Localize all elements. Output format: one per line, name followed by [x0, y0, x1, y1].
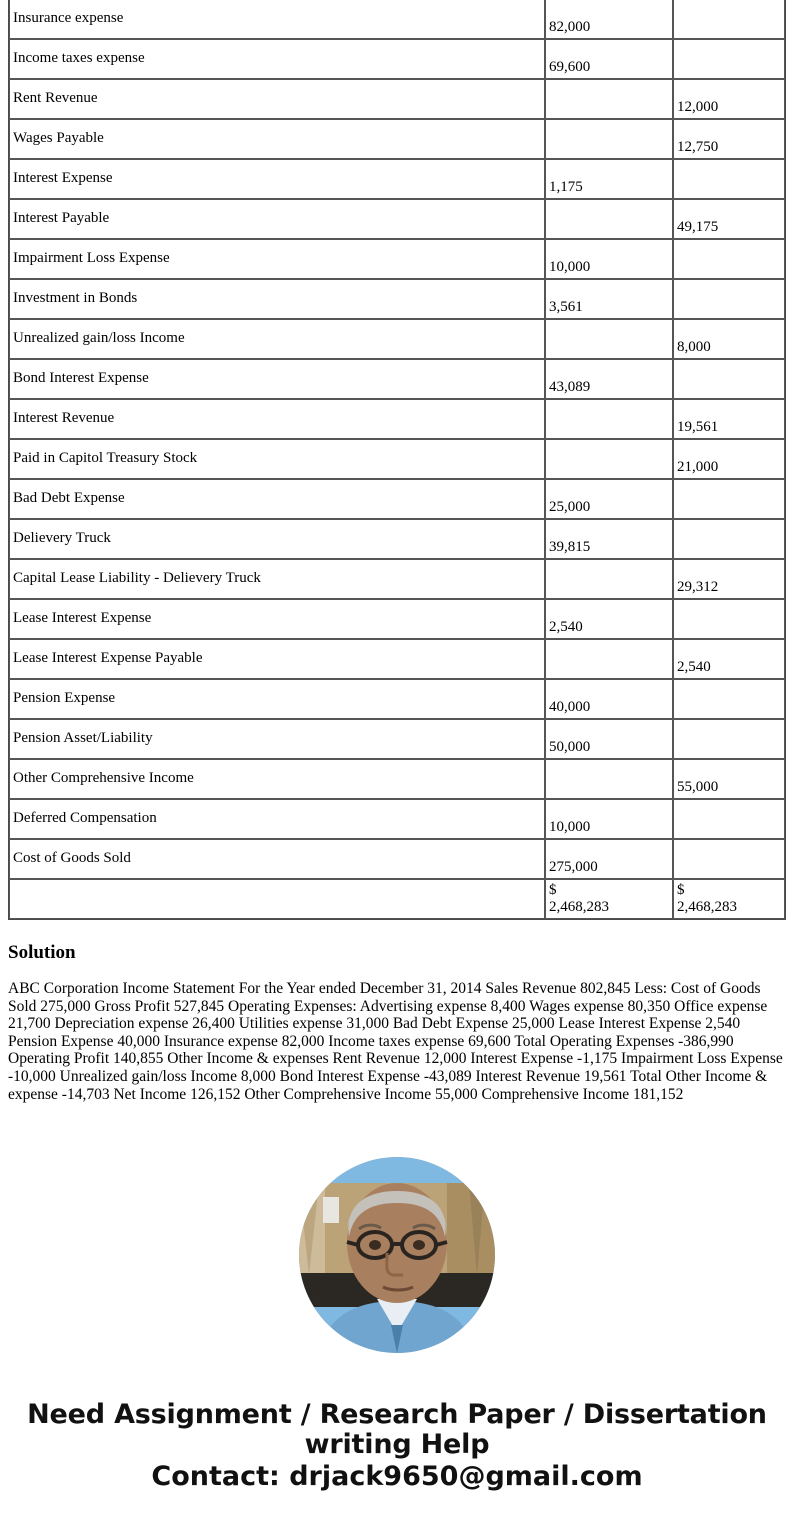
account-label-cell: Cost of Goods Sold — [9, 839, 545, 879]
table-row — [9, 119, 785, 159]
credit-cell — [673, 599, 785, 639]
table-row — [9, 359, 785, 399]
account-label-cell: Interest Expense — [9, 159, 545, 199]
account-label-cell: Delievery Truck — [9, 519, 545, 559]
account-label-cell: Insurance expense — [9, 0, 545, 39]
credit-cell: 49,175 — [673, 199, 785, 239]
credit-cell: 55,000 — [673, 759, 785, 799]
credit-cell — [673, 159, 785, 199]
table-row — [9, 839, 785, 879]
avatar-container — [0, 1157, 794, 1358]
debit-cell — [545, 199, 673, 239]
debit-cell — [545, 559, 673, 599]
account-label-cell: Income taxes expense — [9, 39, 545, 79]
account-label-cell: Interest Payable — [9, 199, 545, 239]
debit-cell: 1,175 — [545, 159, 673, 199]
table-row — [9, 0, 785, 39]
table-row — [9, 319, 785, 359]
credit-cell — [673, 239, 785, 279]
account-label-cell: Deferred Compensation — [9, 799, 545, 839]
account-label-cell: Lease Interest Expense Payable — [9, 639, 545, 679]
credit-cell: 21,000 — [673, 439, 785, 479]
avatar-photo-icon — [299, 1157, 495, 1353]
debit-cell: 275,000 — [545, 839, 673, 879]
credit-cell — [673, 479, 785, 519]
account-label-cell: Impairment Loss Expense — [9, 239, 545, 279]
debit-cell — [545, 399, 673, 439]
total-amount: 2,468,283 — [549, 899, 609, 915]
account-label-cell: Pension Expense — [9, 679, 545, 719]
debit-cell: 10,000 — [545, 799, 673, 839]
table-row — [9, 559, 785, 599]
credit-cell: 19,561 — [673, 399, 785, 439]
debit-cell: 43,089 — [545, 359, 673, 399]
table-row — [9, 199, 785, 239]
table-row — [9, 679, 785, 719]
table-row — [9, 79, 785, 119]
promo-block — [0, 1400, 794, 1492]
table-total-row — [9, 879, 785, 919]
total-amount: 2,468,283 — [677, 899, 737, 915]
total-debit-cell — [545, 879, 673, 919]
trial-balance-table — [8, 0, 786, 920]
credit-cell — [673, 519, 785, 559]
debit-cell: 10,000 — [545, 239, 673, 279]
table-row — [9, 719, 785, 759]
credit-cell: 12,750 — [673, 119, 785, 159]
debit-cell: 2,540 — [545, 599, 673, 639]
credit-cell — [673, 359, 785, 399]
credit-cell — [673, 799, 785, 839]
debit-cell: 82,000 — [545, 0, 673, 39]
table-row — [9, 279, 785, 319]
debit-cell — [545, 759, 673, 799]
credit-cell — [673, 719, 785, 759]
account-label-cell: Capital Lease Liability - Delievery Truck — [9, 559, 545, 599]
account-label-cell: Other Comprehensive Income — [9, 759, 545, 799]
debit-cell — [545, 439, 673, 479]
account-label-cell: Pension Asset/Liability — [9, 719, 545, 759]
debit-cell: 40,000 — [545, 679, 673, 719]
debit-cell — [545, 119, 673, 159]
currency-symbol: $ — [549, 881, 557, 898]
credit-cell — [673, 39, 785, 79]
account-label-cell: Interest Revenue — [9, 399, 545, 439]
trial-balance-body — [9, 0, 785, 919]
credit-cell: 8,000 — [673, 319, 785, 359]
credit-cell: 29,312 — [673, 559, 785, 599]
avatar — [299, 1157, 495, 1353]
table-row — [9, 799, 785, 839]
total-credit-cell — [673, 879, 785, 919]
debit-cell — [545, 639, 673, 679]
debit-cell — [545, 79, 673, 119]
credit-cell — [673, 679, 785, 719]
debit-cell: 69,600 — [545, 39, 673, 79]
table-row — [9, 639, 785, 679]
credit-cell: 2,540 — [673, 639, 785, 679]
table-row — [9, 399, 785, 439]
solution-heading: Solution — [8, 942, 76, 963]
debit-cell: 50,000 — [545, 719, 673, 759]
solution-body-text: ABC Corporation Income Statement For the Year ended December 31, 2014 Sales Revenue 802,845 Less: Cost of Goods Sold 275,000 Gross Profit 527,845 Operating Expenses: Advertising expense 8,400 Wages expense 80,350 Office expense 21,700 Depreciation expense 26,400 Utilities expense 31,000 Bad Debt Expense 25,000 Lease Interest Expense 2,540 Pension Expense 40,000 Insurance expense 82,000 Income taxes expense 69,600 Total Operating Expenses -386,990 Operating Profit 140,855 Other Income & expenses Rent Revenue 12,000 Interest Expense -1,175 Impairment Loss Expense -10,000 Unrealized gain/loss Income 8,000 Bond Interest Expense -43,089 Interest Revenue 19,561 Total Other Income & expense -14,703 Net Income 126,152 Other Comprehensive Income 55,000 Comprehensive Income 181,152 — [8, 980, 783, 1103]
table-row — [9, 39, 785, 79]
account-label-cell: Lease Interest Expense — [9, 599, 545, 639]
debit-cell: 3,561 — [545, 279, 673, 319]
account-label-cell: Investment in Bonds — [9, 279, 545, 319]
total-label-cell — [9, 879, 545, 919]
table-row — [9, 479, 785, 519]
debit-cell: 25,000 — [545, 479, 673, 519]
credit-cell — [673, 0, 785, 39]
debit-cell: 39,815 — [545, 519, 673, 559]
account-label-cell: Wages Payable — [9, 119, 545, 159]
table-row — [9, 759, 785, 799]
table-row — [9, 519, 785, 559]
credit-cell: 12,000 — [673, 79, 785, 119]
table-row — [9, 599, 785, 639]
account-label-cell: Rent Revenue — [9, 79, 545, 119]
account-label-cell: Bad Debt Expense — [9, 479, 545, 519]
account-label-cell: Bond Interest Expense — [9, 359, 545, 399]
account-label-cell: Unrealized gain/loss Income — [9, 319, 545, 359]
debit-cell — [545, 319, 673, 359]
currency-symbol: $ — [677, 881, 685, 898]
credit-cell — [673, 279, 785, 319]
credit-cell — [673, 839, 785, 879]
table-row — [9, 239, 785, 279]
promo-headline: Need Assignment / Research Paper / Dissertation writing Help — [27, 1399, 767, 1461]
promo-contact: Contact: drjack9650@gmail.com — [151, 1461, 643, 1493]
table-row — [9, 439, 785, 479]
account-label-cell: Paid in Capitol Treasury Stock — [9, 439, 545, 479]
table-row — [9, 159, 785, 199]
